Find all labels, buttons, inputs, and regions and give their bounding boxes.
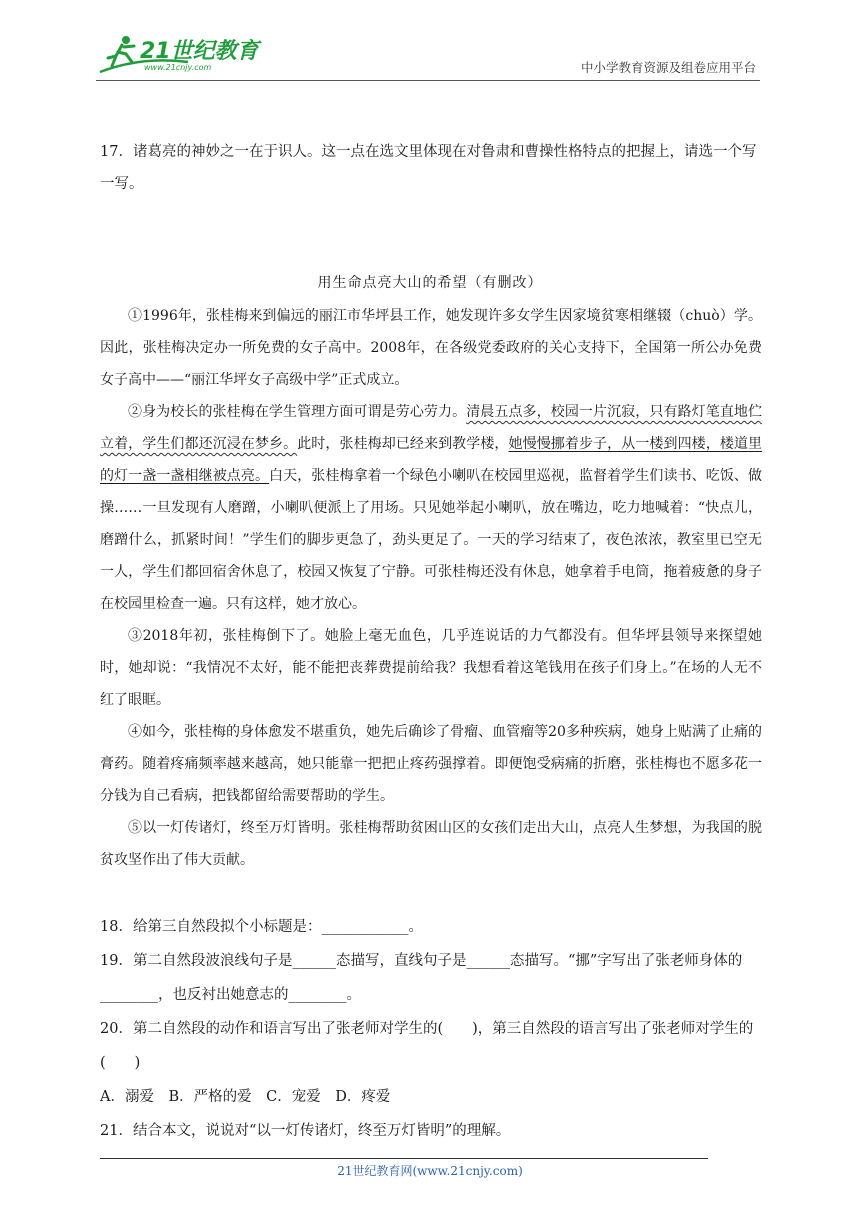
paragraph-3: ③2018年初，张桂梅倒下了。她脸上毫无血色，几乎连说话的力气都没有。但华坪县领导来探望她时，她却说：“我情况不太好，能不能把丧葬费提前给我？我想看着这笔钱用在孩子们身上。”在场的人无不红了眼眶。 [100, 628, 762, 708]
paragraph-2-rest: 白天，张桂梅拿着一个绿色小喇叭在校园里巡视，监督着学生们读书、吃饭、做操……一旦发现有人磨蹭，小喇叭便派上了用场。只见她举起小喇叭，放在嘴边，吃力地喊着：“快点儿，磨蹭什么，抓紧时间！”学生们的脚步更急了，劲头更足了。一天的学习结束了，夜色浓浓，教室里已空无一人，学生们都回宿舍休息了，校园又恢复了宁静。可张桂梅还没有休息，她拿着手电筒，拖着疲惫的身子在校园里检查一遍。只有这样，她才放心。 [100, 468, 763, 612]
question-21: 21．结合本文，说说对“以一灯传诸灯，终至万灯皆明”的理解。 [100, 1123, 511, 1139]
paragraph-1: ①1996年，张桂梅来到偏远的丽江市华坪县工作，她发现许多女学生因家境贫寒相继辍（chuò）学。因此，张桂梅决定办一所免费的女子高中。2008年，在各级党委政府的关心支持下，全国第一所公办免费女子高中——“丽江华坪女子高级中学”正式成立。 [100, 308, 762, 388]
straight-underlined-sentence: 她慢慢挪着步子，从一楼到四楼，楼道里的灯一盏一盏相继被点亮。 [100, 436, 763, 484]
questions-block [100, 910, 762, 1148]
site-logo[interactable] [96, 32, 266, 76]
svg-text:www.21cnjy.com: www.21cnjy.com [144, 63, 212, 72]
paragraph-5: ⑤以一灯传诸灯，终至万灯皆明。张桂梅帮助贫困山区的女孩们走出大山，点亮人生梦想，为我国的脱贫攻坚作出了伟大贡献。 [100, 820, 762, 868]
footer-link[interactable]: 21世纪教育网(www.21cnjy.com) [337, 1164, 523, 1178]
wavy-underlined-sentence: 清晨五点多，校园一片沉寂，只有路灯笔直地伫立着，学生们都还沉浸在梦乡。 [100, 404, 763, 452]
runner-logo-icon [96, 32, 266, 76]
paragraph-2-middle: 此时，张桂梅却已经来到教学楼， [297, 436, 509, 452]
article-passage [100, 300, 762, 876]
paragraph-2 [100, 396, 762, 620]
question-17: 17．诸葛亮的神妙之一在于识人。这一点在选文里体现在对鲁肃和曹操性格特点的把握上，请选一个写一写。 [100, 144, 757, 192]
page-header [96, 30, 760, 81]
svg-text:21世纪教育: 21世纪教育 [140, 39, 259, 64]
paragraph-2-intro: ②身为校长的张桂梅在学生管理方面可谓是劳心劳力。 [128, 404, 467, 420]
question-20-options: A．溺爱 B．严格的爱 C．宠爱 D．疼爱 [100, 1089, 391, 1105]
platform-name: 中小学教育资源及组卷应用平台 [580, 60, 756, 75]
question-19: 19．第二自然段波浪线句子是______态描写，直线句子是______态描写。“挪”字写出了张老师身体的________，也反衬出她意志的________。 [100, 953, 743, 1003]
question-18: 18．给第三自然段拟个小标题是：____________。 [100, 919, 423, 935]
footer-divider [100, 1158, 708, 1159]
question-20: 20．第二自然段的动作和语言写出了张老师对学生的( )，第三自然段的语言写出了张老师对学生的( ) [100, 1021, 754, 1071]
article-title: 用生命点亮大山的希望（有删改） [317, 275, 543, 291]
paragraph-4: ④如今，张桂梅的身体愈发不堪重负，她先后确诊了骨瘤、血管瘤等20多种疾病，她身上贴满了止痛的膏药。随着疼痛频率越来越高，她只能靠一把把止疼药强撑着。即便饱受病痛的折磨，张桂梅也不愿多花一分钱为自己看病，把钱都留给需要帮助的学生。 [100, 724, 762, 804]
